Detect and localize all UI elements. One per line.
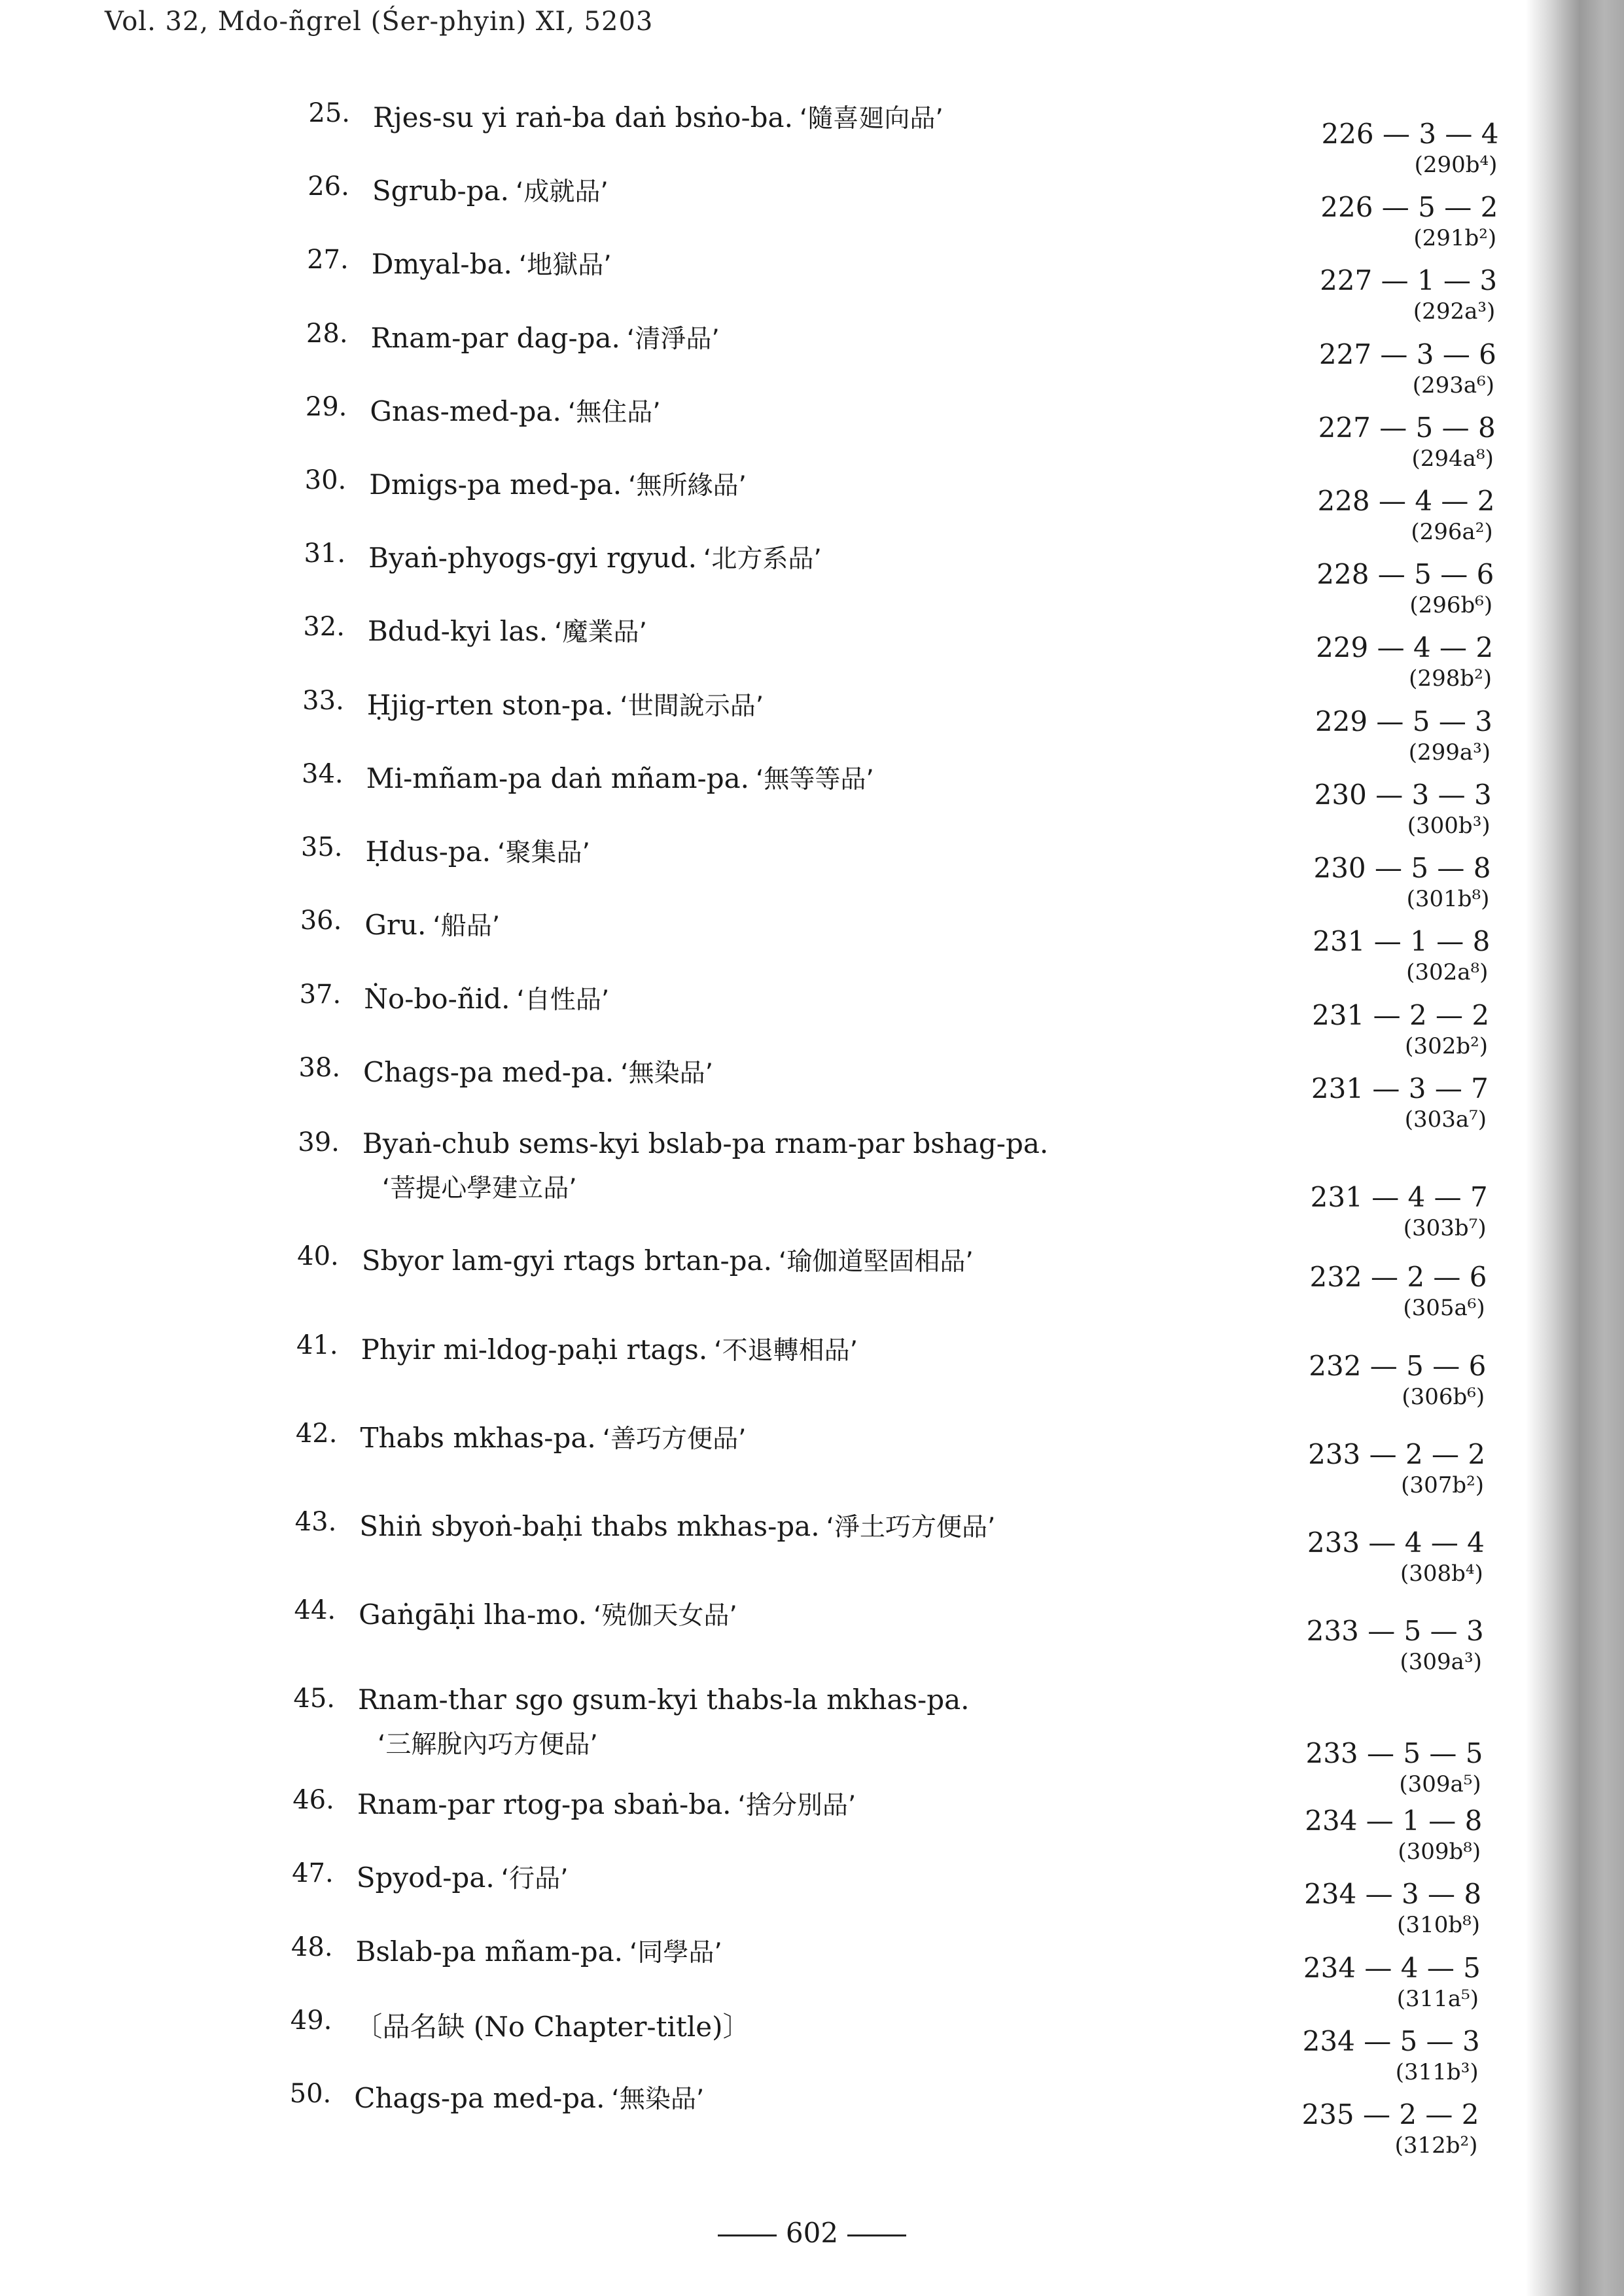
chapter-number: 47. xyxy=(292,1858,334,1888)
chapter-title xyxy=(366,832,590,869)
page-reference: 231 — 3 — 7 xyxy=(1311,1072,1489,1104)
folio-reference: (292a³) xyxy=(1413,298,1496,325)
tibetan-title: Ḥdus-pa. xyxy=(365,836,491,868)
chapter-number: 26. xyxy=(308,171,349,202)
chapter-entry xyxy=(0,759,1624,839)
tibetan-title: Rjes-su yi raṅ-ba daṅ bsṅo-ba. xyxy=(373,101,793,133)
chapter-number: 31. xyxy=(304,539,346,569)
folio-reference: (303b⁷) xyxy=(1403,1215,1487,1241)
tibetan-title: Spyod-pa. xyxy=(356,1862,495,1894)
chapter-number: 46. xyxy=(292,1785,334,1815)
page-reference: 228 — 4 — 2 xyxy=(1317,485,1495,517)
chapter-number: 33. xyxy=(302,686,344,716)
folio-reference: (301b⁸) xyxy=(1406,886,1490,912)
tibetan-title: Shiṅ sbyoṅ-baḥi thabs mkhas-pa. xyxy=(359,1510,820,1542)
chapter-number: 44. xyxy=(294,1595,336,1625)
chinese-title: ‘世間說示品’ xyxy=(620,692,764,721)
chapter-number: 25. xyxy=(308,98,350,128)
page-reference: 231 — 4 — 7 xyxy=(1310,1181,1488,1213)
folio-reference: (299a³) xyxy=(1408,739,1491,766)
chapter-title xyxy=(364,906,500,942)
chapter-title xyxy=(368,539,822,575)
chapter-title xyxy=(368,612,647,648)
chapter-entry xyxy=(0,1684,1624,1797)
chapter-number: 29. xyxy=(305,392,347,422)
page-reference: 227 — 5 — 8 xyxy=(1318,412,1496,444)
chapter-entry xyxy=(0,980,1624,1059)
chinese-title: ‘善巧方便品’ xyxy=(602,1424,747,1454)
page-reference: 231 — 1 — 8 xyxy=(1313,925,1491,957)
chapter-number: 39. xyxy=(298,1127,340,1157)
tibetan-title: Byaṅ-chub sems-kyi bslab-pa rnam-par bshag-pa. xyxy=(362,1127,1049,1159)
chapter-entry xyxy=(0,832,1624,912)
tibetan-title: Gaṅgāḥi lha-mo. xyxy=(359,1598,587,1631)
folio-reference: (309b⁸) xyxy=(1398,1839,1481,1865)
chapter-title xyxy=(370,392,660,429)
tibetan-title: Dmigs-pa med-pa. xyxy=(369,468,622,501)
chinese-title: ‘同學品’ xyxy=(629,1938,722,1968)
tibetan-title: Ḥjig-rten ston-pa. xyxy=(366,689,614,721)
chapter-entry xyxy=(0,1127,1624,1241)
page-reference: 232 — 5 — 6 xyxy=(1309,1350,1487,1382)
chapter-entry xyxy=(0,612,1624,692)
page-reference: 233 — 2 — 2 xyxy=(1308,1438,1486,1470)
chapter-entry xyxy=(0,2079,1624,2159)
chapter-title xyxy=(364,980,609,1016)
chapter-entry xyxy=(0,1330,1624,1410)
tibetan-title: Mi-mñam-pa daṅ mñam-pa. xyxy=(366,762,750,794)
folio-reference: (303a⁷) xyxy=(1404,1106,1487,1133)
tibetan-title: Dmyal-ba. xyxy=(371,248,512,280)
folio-reference: (308b⁴) xyxy=(1400,1561,1483,1587)
chapter-entry xyxy=(0,1595,1624,1675)
chapter-title xyxy=(367,686,764,722)
chapter-number: 34. xyxy=(302,759,344,789)
tibetan-title: Phyir mi-ldog-paḥi rtags. xyxy=(361,1333,708,1366)
tibetan-title: 〔品名缺 (No Chapter-title)〕 xyxy=(355,2011,750,2043)
page-reference: 229 — 5 — 3 xyxy=(1315,705,1492,737)
page-number-text: 602 xyxy=(785,2217,839,2249)
chapter-title xyxy=(357,1785,856,1822)
chinese-title: ‘無染品’ xyxy=(620,1059,714,1088)
folio-reference: (291b²) xyxy=(1413,225,1497,251)
page-reference: 234 — 4 — 5 xyxy=(1303,1952,1481,1984)
folio-reference: (309a³) xyxy=(1400,1649,1482,1675)
chinese-title: ‘聚集品’ xyxy=(497,838,590,868)
chapter-number: 49. xyxy=(290,2005,332,2036)
chapter-title xyxy=(358,1684,969,1716)
chapter-entry xyxy=(0,392,1624,472)
chinese-title: ‘不退轉相品’ xyxy=(714,1336,858,1366)
chapter-title xyxy=(362,1127,1048,1159)
chinese-title: ‘魔業品’ xyxy=(554,618,647,647)
chapter-entry xyxy=(0,171,1624,251)
chapter-title xyxy=(355,2005,750,2045)
chinese-title: ‘菩提心學建立品’ xyxy=(381,1174,577,1203)
folio-reference: (296b⁶) xyxy=(1409,592,1493,618)
page-reference: 230 — 5 — 8 xyxy=(1313,852,1491,884)
chapter-number: 50. xyxy=(289,2079,332,2109)
chinese-title: ‘地獄品’ xyxy=(518,251,612,280)
chapter-title xyxy=(372,171,609,208)
chinese-title: ‘北方系品’ xyxy=(703,544,822,574)
page-reference: 234 — 3 — 8 xyxy=(1304,1878,1482,1910)
chapter-entry xyxy=(0,465,1624,545)
chapter-title xyxy=(372,245,612,281)
page-reference: 227 — 1 — 3 xyxy=(1320,264,1498,296)
folio-reference: (311a⁵) xyxy=(1396,1986,1479,2012)
folio-reference: (307b²) xyxy=(1401,1472,1484,1498)
tibetan-title: Ṅo-bo-ñid. xyxy=(364,983,510,1015)
chapter-entry xyxy=(0,1507,1624,1587)
folio-reference: (298b²) xyxy=(1409,665,1492,692)
chapter-entry xyxy=(0,1858,1624,1938)
page-reference: 234 — 5 — 3 xyxy=(1302,2025,1480,2057)
chapter-title xyxy=(357,1858,569,1895)
chinese-title: ‘無所緣品’ xyxy=(628,471,747,501)
chapter-number: 48. xyxy=(291,1932,333,1962)
chapter-entry xyxy=(0,319,1624,398)
folio-reference: (290b⁴) xyxy=(1414,152,1498,178)
page-reference: 227 — 3 — 6 xyxy=(1318,338,1496,370)
chinese-title: ‘無住品’ xyxy=(567,398,661,427)
tibetan-title: Gru. xyxy=(364,909,427,941)
chinese-title: ‘無等等品’ xyxy=(756,765,874,794)
chapter-number: 28. xyxy=(306,319,348,349)
page-reference: 233 — 4 — 4 xyxy=(1307,1527,1485,1559)
chapter-number: 32. xyxy=(303,612,345,642)
page-reference: 230 — 3 — 3 xyxy=(1314,779,1492,811)
chapter-entry xyxy=(0,2005,1624,2085)
page-reference: 226 — 5 — 2 xyxy=(1320,191,1498,223)
tibetan-title: Rnam-par rtog-pa sbaṅ-ba. xyxy=(357,1788,732,1820)
folio-reference: (309a⁵) xyxy=(1399,1771,1481,1797)
page-reference: 226 — 3 — 4 xyxy=(1321,118,1499,150)
chapter-title xyxy=(371,319,720,355)
chinese-title: ‘清淨品’ xyxy=(626,325,720,354)
chapter-entry xyxy=(0,1241,1624,1321)
chapter-title xyxy=(356,1932,722,1969)
chapter-entry xyxy=(0,686,1624,766)
tibetan-title: Chags-pa med-pa. xyxy=(363,1056,614,1088)
folio-reference: (293a⁶) xyxy=(1412,372,1495,398)
chapter-entry xyxy=(0,1053,1624,1133)
chapter-number: 38. xyxy=(298,1053,341,1083)
chapter-title xyxy=(362,1241,974,1278)
chinese-title: ‘隨喜廻向品’ xyxy=(799,104,944,133)
chapter-title xyxy=(369,465,747,502)
chapter-title xyxy=(359,1595,737,1632)
page-reference: 234 — 1 — 8 xyxy=(1305,1805,1483,1837)
chapter-title xyxy=(363,1053,713,1089)
folio-reference: (312b²) xyxy=(1394,2132,1478,2159)
tibetan-title: Rnam-par dag-pa. xyxy=(370,322,620,354)
page-reference: 233 — 5 — 5 xyxy=(1305,1737,1483,1769)
tibetan-title: Sbyor lam-gyi rtags brtan-pa. xyxy=(361,1245,772,1277)
page-number xyxy=(0,2217,1624,2249)
chinese-title: ‘殑伽天女品’ xyxy=(593,1601,737,1631)
chapter-number: 35. xyxy=(300,832,343,862)
tibetan-title: Gnas-med-pa. xyxy=(370,395,561,427)
chapter-number: 30. xyxy=(304,465,347,495)
folio-reference: (310b⁸) xyxy=(1397,1912,1480,1938)
page-reference: 232 — 2 — 6 xyxy=(1309,1261,1487,1293)
folio-reference: (305a⁶) xyxy=(1403,1295,1485,1321)
chapter-number: 43. xyxy=(294,1507,337,1537)
chapter-number: 36. xyxy=(300,906,342,936)
page-number-dash-right xyxy=(847,2234,906,2236)
chinese-title: ‘行品’ xyxy=(501,1864,569,1894)
chinese-title: ‘淨土巧方便品’ xyxy=(826,1513,996,1542)
chapter-number: 45. xyxy=(293,1684,335,1714)
tibetan-title: Bdud-kyi las. xyxy=(367,615,548,647)
chapter-entry xyxy=(0,1932,1624,2012)
page-reference: 228 — 5 — 6 xyxy=(1316,558,1494,590)
chinese-title: ‘船品’ xyxy=(432,911,501,941)
running-head: Vol. 32, Mdo-ñgrel (Śer-phyin) XI, 5203 xyxy=(105,7,654,37)
folio-reference: (296a²) xyxy=(1411,519,1493,545)
chinese-title: ‘捨分別品’ xyxy=(737,1791,856,1820)
tibetan-title: Rnam-thar sgo gsum-kyi thabs-la mkhas-pa. xyxy=(358,1684,970,1716)
chapter-entry xyxy=(0,245,1624,325)
folio-reference: (294a⁸) xyxy=(1411,446,1494,472)
chapter-entry xyxy=(0,539,1624,618)
chapter-number: 40. xyxy=(297,1241,339,1271)
chapter-number: 37. xyxy=(299,980,342,1010)
chapter-title xyxy=(361,1330,858,1367)
chapter-entry xyxy=(0,1785,1624,1865)
tibetan-title: Chags-pa med-pa. xyxy=(354,2082,605,2114)
page-reference: 235 — 2 — 2 xyxy=(1301,2098,1479,2130)
page-reference: 231 — 2 — 2 xyxy=(1312,999,1490,1031)
chinese-title: ‘三解脫內巧方便品’ xyxy=(378,1730,598,1759)
tibetan-title: Bslab-pa mñam-pa. xyxy=(355,1935,624,1968)
tibetan-title: Byaṅ-phyogs-gyi rgyud. xyxy=(368,542,697,574)
chapter-title xyxy=(373,98,944,135)
chapter-entry xyxy=(0,98,1624,178)
chapter-title xyxy=(359,1507,995,1544)
folio-reference: (311b³) xyxy=(1395,2059,1479,2085)
chapter-title xyxy=(360,1419,746,1455)
chapter-entry xyxy=(0,906,1624,985)
page-number-dash-left xyxy=(718,2234,777,2236)
chapter-entry xyxy=(0,1419,1624,1498)
chinese-title: ‘成就品’ xyxy=(515,177,609,207)
page-reference: 233 — 5 — 3 xyxy=(1306,1615,1484,1647)
folio-reference: (306b⁶) xyxy=(1402,1384,1485,1410)
chinese-title: ‘瑜伽道堅固相品’ xyxy=(778,1247,974,1277)
chinese-title: ‘自性品’ xyxy=(516,985,610,1015)
folio-reference: (300b³) xyxy=(1407,813,1491,839)
chapter-number: 41. xyxy=(296,1330,338,1360)
folio-reference: (302b²) xyxy=(1405,1033,1488,1059)
chinese-title: ‘無染品’ xyxy=(611,2085,705,2114)
folio-reference: (302a⁸) xyxy=(1406,959,1489,985)
chapter-number: 27. xyxy=(307,245,349,275)
chapter-title xyxy=(354,2079,704,2115)
tibetan-title: Sgrub-pa. xyxy=(372,175,509,207)
chapter-number: 42. xyxy=(295,1419,338,1449)
page-reference: 229 — 4 — 2 xyxy=(1316,631,1494,663)
tibetan-title: Thabs mkhas-pa. xyxy=(360,1422,596,1454)
chapter-title xyxy=(366,759,874,796)
